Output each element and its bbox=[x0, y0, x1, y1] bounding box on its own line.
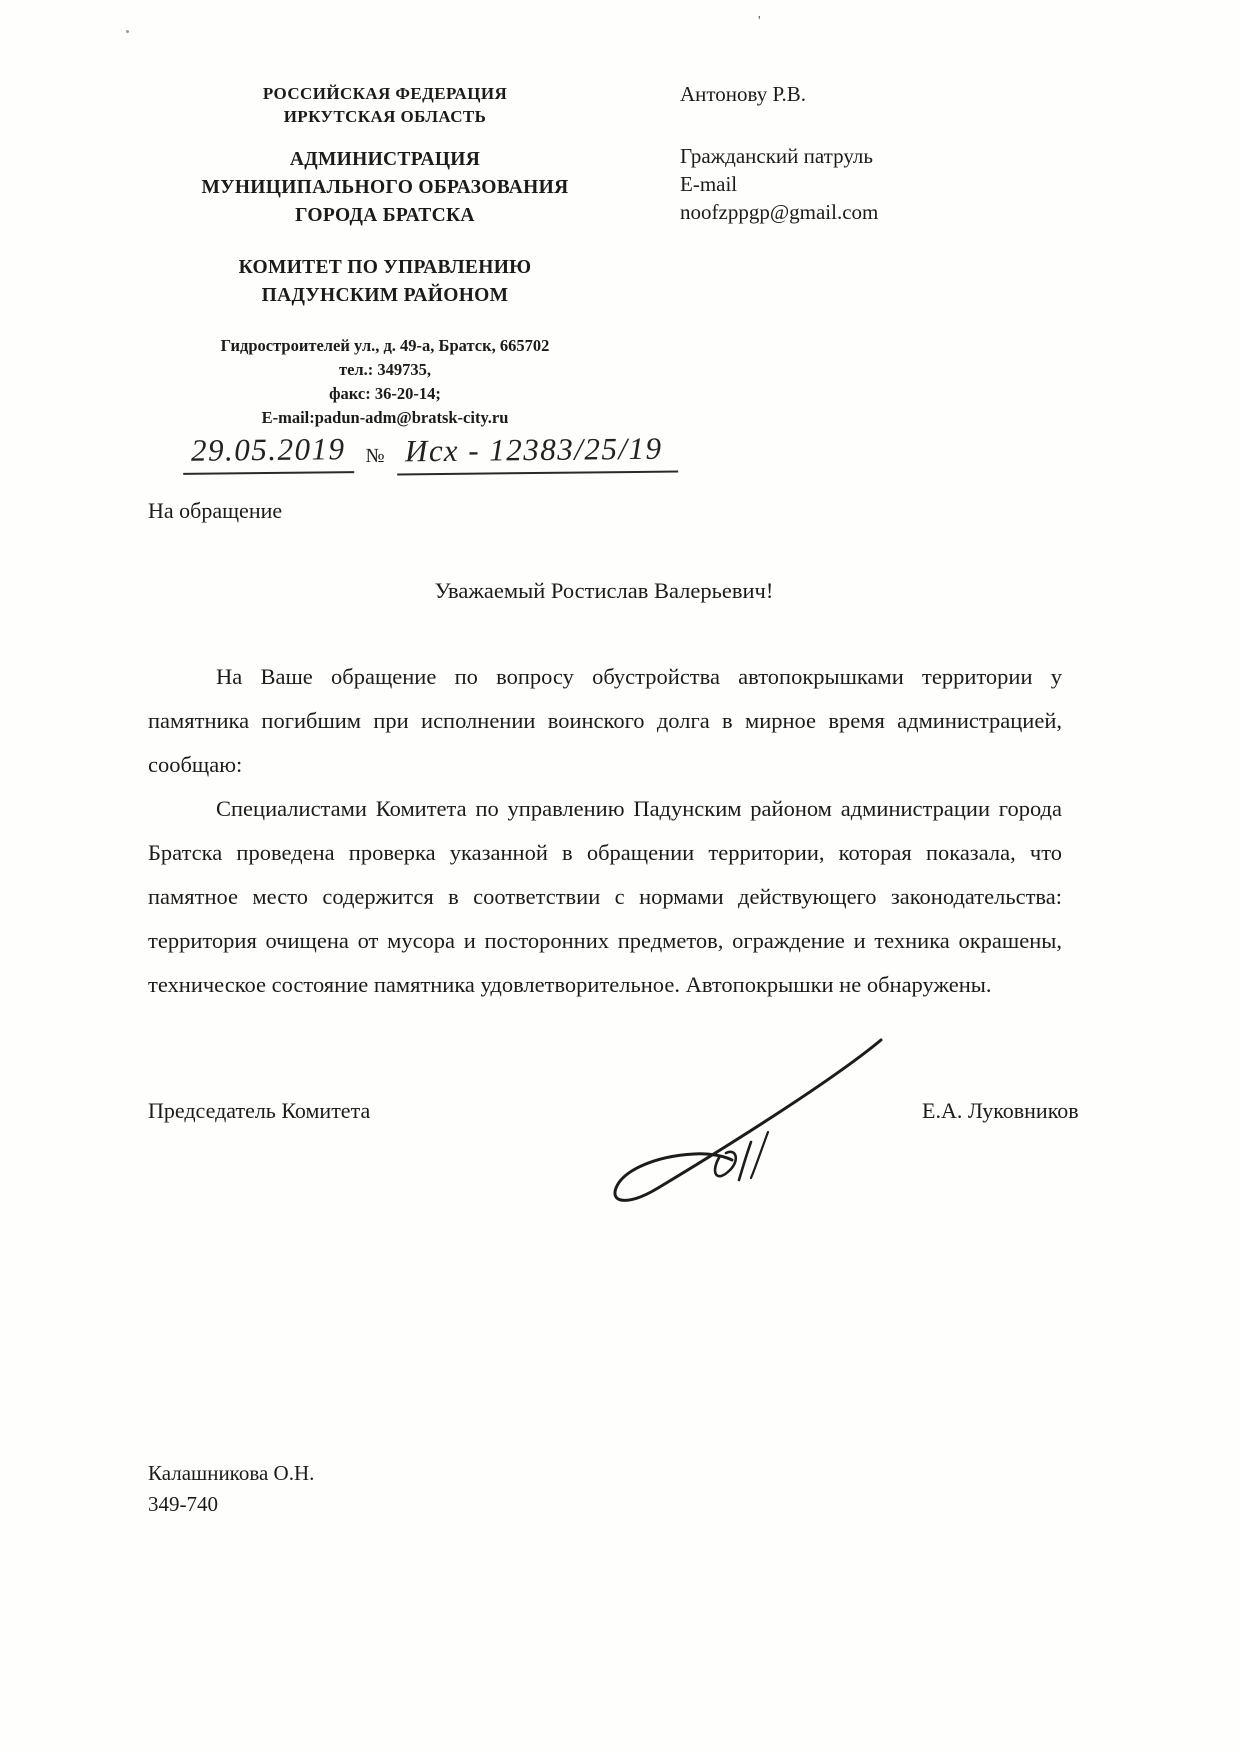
letterhead-phone: тел.: 349735, bbox=[338, 360, 432, 379]
signer-name: Е.А. Луковников bbox=[922, 1098, 1079, 1123]
reference-date-handwritten: 29.05.2019 bbox=[183, 431, 354, 475]
salutation: Уважаемый Ростислав Валерьевич! bbox=[434, 578, 774, 603]
letterhead-spacer bbox=[140, 310, 630, 334]
letterhead-org-line-1: АДМИНИСТРАЦИЯ bbox=[289, 149, 481, 170]
executor-block bbox=[148, 1458, 314, 1520]
scan-artifact-tick: ' bbox=[758, 14, 761, 29]
number-sign: № bbox=[365, 445, 385, 467]
scan-artifact-dot bbox=[126, 30, 129, 33]
handwritten-signature bbox=[598, 1028, 898, 1223]
recipient-name: Антонову Р.В. bbox=[680, 82, 807, 106]
letterhead-spacer bbox=[140, 128, 630, 146]
letterhead-address: Гидростроителей ул., д. 49-а, Братск, 665702 bbox=[220, 336, 550, 355]
letterhead-fax: факс: 36-20-14; bbox=[329, 384, 441, 403]
letterhead-email: E-mail:padun-adm@bratsk-city.ru bbox=[261, 408, 509, 427]
executor-phone: 349-740 bbox=[148, 1492, 218, 1516]
re-line: На обращение bbox=[148, 498, 283, 523]
body-paragraph-1: На Ваше обращение по вопросу обустройства автопокрышками территории у памятника погибшим при исполнении воинского долга в мирное время администрацией, сообщаю: bbox=[148, 664, 1062, 777]
reference-line bbox=[183, 432, 678, 474]
reference-number-handwritten: Исх - 12383/25/19 bbox=[396, 431, 677, 476]
letterhead-org-line-2: МУНИЦИПАЛЬНОГО ОБРАЗОВАНИЯ bbox=[201, 177, 569, 198]
letterhead-org-line-3: ГОРОДА БРАТСКА bbox=[295, 205, 475, 226]
recipient-email-label: E-mail bbox=[680, 172, 738, 196]
letterhead-spacer bbox=[140, 230, 630, 254]
executor-name: Калашникова О.Н. bbox=[148, 1461, 315, 1485]
letterhead-federation-line: РОССИЙСКАЯ ФЕДЕРАЦИЯ bbox=[262, 84, 508, 103]
letterhead-region-line: ИРКУТСКАЯ ОБЛАСТЬ bbox=[283, 107, 487, 126]
letter-body bbox=[148, 655, 1062, 1007]
letterhead bbox=[140, 82, 630, 430]
recipient-block bbox=[680, 80, 1010, 226]
letterhead-committee-line-2: ПАДУНСКИМ РАЙОНОМ bbox=[261, 285, 509, 306]
recipient-organization: Гражданский патруль bbox=[680, 144, 873, 168]
letterhead-committee-line-1: КОМИТЕТ ПО УПРАВЛЕНИЮ bbox=[238, 257, 532, 278]
body-paragraph-2: Специалистами Комитета по управлению Падунским районом администрации города Братска проведена проверка указанной в обращении территории, которая показала, что памятное место содержится в соответствии с нормами действующего законодательства: территория очищена от мусора и посторонних предметов, ограждение и техника окрашены, техническое состояние памятника удовлетворительное. Автопокрышки не обнаружены. bbox=[148, 796, 1062, 997]
recipient-email: noofzppgp@gmail.com bbox=[680, 200, 879, 224]
signer-position-title: Председатель Комитета bbox=[148, 1098, 371, 1123]
